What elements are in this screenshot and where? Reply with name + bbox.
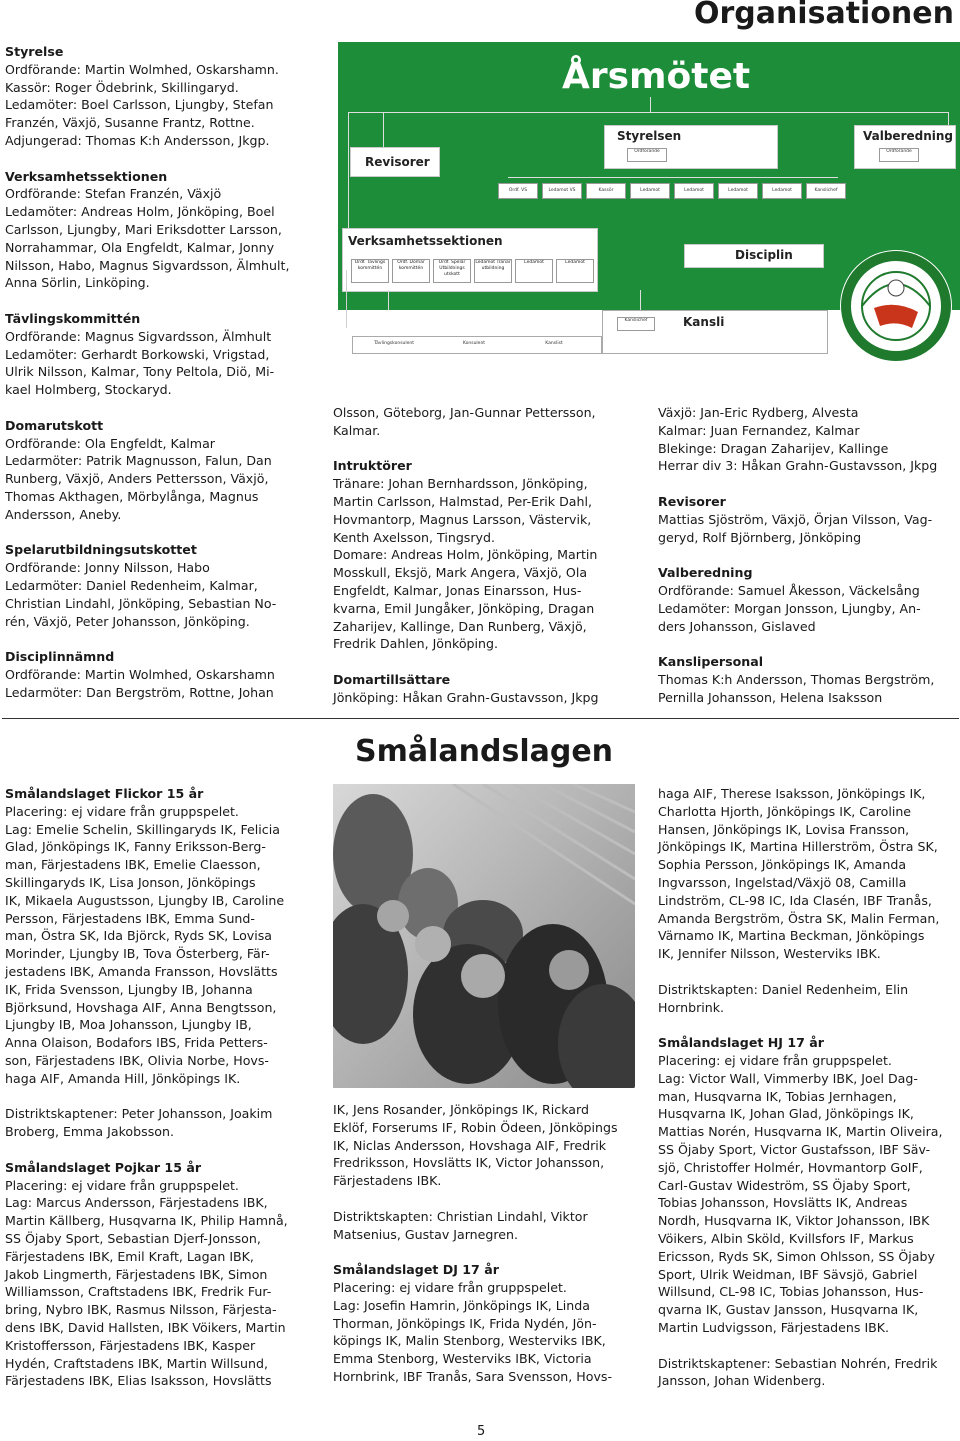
text-line: Ordförande: Martin Wolmhed, Oskarshamn. (5, 61, 279, 77)
text-line: Fredrik Dahlen, Jönköping. (333, 636, 498, 652)
col2-kapten (333, 1208, 653, 1244)
text-line: ders Johansson, Gislaved (658, 618, 816, 634)
text-line: Emma Stenborg, Westerviks IBK, Victoria (333, 1351, 592, 1367)
kansli-staff-item: Konsulent (439, 340, 509, 348)
text-line: Nordh, Husqvarna IK, Viktor Johansson, IBK (658, 1213, 930, 1229)
text-line: Placering: ej vidare från gruppspelet. (333, 1279, 567, 1295)
tavling-text (5, 328, 325, 399)
text-line: Ordförande: Stefan Franzén, Växjö (5, 186, 222, 202)
text-line: Ledamöter: Andreas Holm, Jönköping, Boel (5, 204, 275, 220)
org-chart (338, 42, 960, 310)
text-line: Hansen, Jönköpings IK, Lovisa Fransson, (658, 821, 910, 837)
dj17-text (333, 1279, 653, 1386)
text-line: Vöikers, Albin Sköld, Kvillsfors IF, Markus (658, 1230, 914, 1246)
text-line: Ericsson, Ryds SK, Simon Ohlsson, SS Öjaby (658, 1248, 935, 1264)
kanslipersonal-text (658, 671, 958, 707)
text-line: Thomas Akthagen, Mörbylånga, Magnus (5, 488, 259, 504)
text-line: Färjestadens IBK. (333, 1173, 442, 1189)
text-line: kvarna, Emil Jungåker, Jönköping, Dragan (333, 600, 595, 616)
text-line: Olsson, Göteborg, Jan-Gunnar Pettersson, (333, 405, 596, 420)
board-member-box: Ledamot (762, 183, 802, 199)
text-line: köpings IK, Malin Stenborg, Westerviks IBK, (333, 1333, 606, 1349)
text-line: Distriktskaptener: Peter Johansson, Joakim (5, 1106, 273, 1122)
text-line: Ledarmöter: Patrik Magnusson, Falun, Dan (5, 453, 272, 469)
text-line: Husqvarna IK, Johan Glad, Jönköpings IK, (658, 1106, 914, 1122)
section-title: Smålandslagen (355, 734, 614, 769)
disciplin-heading: Disciplinnämnd (5, 649, 115, 665)
kansli-staff-box (352, 336, 602, 354)
text-line: Pernilla Johansson, Helena Isaksson (658, 689, 883, 705)
text-line: Hydén, Craftstadens IBK, Martin Willsund, (5, 1355, 268, 1371)
text-line: Mosskull, Eksjö, Mark Angera, Växjö, Ola (333, 565, 588, 581)
text-line: Ingvarsson, Ingelstad/Växjö 08, Camilla (658, 874, 907, 890)
text-line: Lag: Marcus Andersson, Färjestadens IBK, (5, 1195, 268, 1211)
middle-column-top (333, 404, 653, 707)
mid-continued-text (333, 404, 653, 440)
text-line: SS Öjaby Sport, Victor Gustafsson, IBF Säv- (658, 1141, 931, 1157)
text-line: qvarna IK, Gustav Jansson, Husqvarna IK, (658, 1302, 919, 1318)
text-line: Ulrik Nilsson, Kalmar, Tony Peltola, Diö, Mi- (5, 364, 275, 380)
text-line: SS Öjaby Sport, Sebastian Djerf-Jonsson, (5, 1230, 261, 1246)
text-line: Franzén, Växjö, Susanne Frantz, Rottne. (5, 115, 255, 131)
valberedning-label: Valberedning (863, 129, 954, 143)
kansli-staff-item: Kanslist (519, 340, 589, 348)
text-line: jestadens IBK, Amanda Fransson, Hovslätts (5, 963, 278, 979)
verksamhet-subbox: Ordf. Spelar Utbildnings utskott (433, 259, 471, 283)
text-line: haga AIF, Therese Isaksson, Jönköpings IK, (658, 786, 926, 801)
team-photo (333, 784, 635, 1088)
text-line: Ordförande: Samuel Åkesson, Väckelsång (658, 582, 920, 598)
spelarutbildning-text (5, 559, 325, 630)
styrelsen-label: Styrelsen (617, 129, 682, 143)
verksamhet-subbox: Ledamot (515, 259, 553, 283)
board-member-box: Ordf. VS (498, 183, 538, 199)
valberedning-text (658, 582, 958, 635)
kansli-panel (338, 310, 828, 355)
text-line: Lag: Victor Wall, Vimmerby IBK, Joel Dag- (658, 1070, 918, 1086)
pojkar15-heading: Smålandslaget Pojkar 15 år (5, 1159, 202, 1175)
text-line: Ledamöter: Morgan Jonsson, Ljungby, An- (658, 600, 921, 616)
text-line: Placering: ej vidare från gruppspelet. (5, 1177, 239, 1193)
verksamhet-text (5, 185, 325, 292)
col3-continued-text (658, 785, 958, 963)
right-column-top (658, 404, 958, 707)
text-line: rén, Växjö, Peter Johansson, Jönköping. (5, 613, 250, 629)
text-line: Jönköping: Håkan Grahn-Gustavsson, Jkpg (333, 689, 599, 705)
text-line: Placering: ej vidare från gruppspelet. (5, 803, 239, 819)
text-line: Tränare: Johan Bernhardsson, Jönköping, (333, 476, 588, 492)
text-line: Ordförande: Ola Engfeldt, Kalmar (5, 435, 215, 451)
disciplin-box (684, 244, 824, 268)
text-line: son, Färjestadens IBK, Olivia Norbe, Hovs- (5, 1052, 269, 1068)
board-member-box: Ledamot (630, 183, 670, 199)
text-line: Lag: Emelie Schelin, Skillingaryds IK, Felicia (5, 821, 280, 837)
styrelse-text (5, 61, 325, 150)
text-line: Anna Olaison, Bodafors IBS, Frida Petters- (5, 1035, 268, 1051)
disciplin-label: Disciplin (735, 248, 793, 262)
text-line: Jansson, Johan Widenberg. (658, 1373, 826, 1389)
text-line: Morinder, Ljungby IB, Tova Österberg, Fär- (5, 946, 270, 962)
intruktorer-heading: Intruktörer (333, 458, 412, 474)
text-line: Willsund, CL-98 IC, Tobias Johansson, Hus- (658, 1284, 924, 1300)
text-line: man, Husqvarna IK, Tobias Jernhagen, (658, 1088, 897, 1104)
text-line: haga AIF, Amanda Hill, Jönköpings IK. (5, 1070, 241, 1086)
text-line: man, Östra SK, Ida Björck, Ryds SK, Lovisa (5, 928, 273, 944)
text-line: IK, Frida Svensson, Ljungby IB, Johanna (5, 981, 253, 997)
lower-column-1 (5, 785, 325, 1390)
text-line: Norrahammar, Ola Engfeldt, Kalmar, Jonny (5, 239, 275, 255)
text-line: Distriktskaptener: Sebastian Nohrén, Fredrik (658, 1355, 938, 1371)
text-line: Lindström, CL-98 IC, Ida Clasén, IBF Tranås, (658, 892, 932, 908)
text-line: Blekinge: Dragan Zaharijev, Kallinge (658, 440, 889, 456)
federation-seal-icon (834, 242, 958, 362)
text-line: Ledamöter: Boel Carlsson, Ljungby, Stefan (5, 97, 274, 113)
verksamhet-label: Verksamhetssektionen (348, 234, 503, 248)
kansli-label: Kansli (683, 315, 725, 329)
arsmotet-label: Årsmötet (562, 56, 751, 97)
kansli-box (602, 310, 828, 354)
domartillsattare-text (333, 689, 653, 707)
text-line: Mattias Norén, Husqvarna IK, Martin Oliveira, (658, 1124, 943, 1140)
board-member-box: Ledamot (718, 183, 758, 199)
text-line: Jönköpings IK, Martina Hillerström, Östra SK, (658, 839, 938, 855)
board-member-box: Kanslichef (806, 183, 846, 199)
tavling-heading: Tävlingskommittén (5, 310, 141, 326)
kanslipersonal-heading: Kanslipersonal (658, 654, 764, 670)
verksamhet-subbox: Ledamot Tränar utbildning (474, 259, 512, 283)
text-line: Fredriksson, Hovslätts IK, Victor Johansson, (333, 1155, 605, 1171)
intruktorer-text (333, 475, 653, 653)
verksamhet-subbox: Ordf. Domar kommittén (392, 259, 430, 283)
text-line: Hornbrink. (658, 999, 725, 1015)
lower-column-3 (658, 785, 958, 1390)
text-line: Thorman, Jönköpings IK, Frida Nydén, Jön- (333, 1315, 597, 1331)
text-line: Ordförande: Magnus Sigvardsson, Älmhult (5, 328, 272, 344)
hj17-text (658, 1052, 958, 1337)
hj17-heading: Smålandslaget HJ 17 år (658, 1035, 824, 1051)
dj17-heading: Smålandslaget DJ 17 år (333, 1262, 499, 1278)
text-line: Engfeldt, Kalmar, Jonas Einarsson, Hus- (333, 582, 582, 598)
page-number: 5 (477, 1424, 486, 1439)
text-line: Kristoffersson, Färjestadens IBK, Kasper (5, 1337, 256, 1353)
text-line: Martin Carlsson, Halmstad, Per-Erik Dahl, (333, 493, 592, 509)
text-line: Sport, Ulrik Weidman, IBF Sävsjö, Gabriel (658, 1266, 918, 1282)
kanslichef-box: Kanslichef (617, 317, 655, 331)
flickor15-heading: Smålandslaget Flickor 15 år (5, 786, 204, 801)
text-line: Ledamöter: Gerhardt Borkowski, Vrigstad, (5, 346, 270, 362)
text-line: dens IBK, David Hallsten, IBK Vöikers, Martin (5, 1319, 286, 1335)
text-line: Persson, Färjestadens IBK, Emma Sund- (5, 910, 255, 926)
text-line: Glad, Jönköpings IK, Fanny Eriksson-Berg- (5, 839, 266, 855)
text-line: man, Färjestadens IBK, Emelie Claesson, (5, 857, 261, 873)
domartillsattare-heading: Domartillsättare (333, 671, 451, 687)
text-line: Domare: Andreas Holm, Jönköping, Martin (333, 547, 598, 563)
text-line: IK, Mikaela Augustsson, Ljungby IB, Caroline (5, 892, 285, 908)
valberedning-box (854, 125, 956, 169)
spelarutbildning-heading: Spelarutbildningsutskottet (5, 542, 197, 558)
text-line: Anna Sörlin, Linköping. (5, 275, 150, 291)
text-line: Björksund, Hovshaga AIF, Anna Bengtsson, (5, 999, 277, 1015)
text-line: Ordförande: Jonny Nilsson, Habo (5, 560, 210, 576)
text-line: Charlotta Hjorth, Jönköpings IK, Caroline (658, 803, 912, 819)
text-line: bring, Nybro IBK, Rasmus Nilsson, Färjesta- (5, 1302, 277, 1318)
text-line: IK, Niclas Andersson, Hovshaga AIF, Fredrik (333, 1137, 607, 1153)
hj17-kaptener (658, 1355, 958, 1391)
domarutskott-text (5, 435, 325, 524)
text-line: Andersson, Aneby. (5, 506, 122, 522)
lower-column-2 (333, 1101, 653, 1386)
text-line: Matsenius, Gustav Jarnegren. (333, 1226, 519, 1242)
text-line: Värnamo IK, Martina Beckman, Jönköpings (658, 928, 925, 944)
text-line: Placering: ej vidare från gruppspelet. (658, 1052, 892, 1068)
right-continued-text (658, 404, 958, 475)
text-line: Sophia Persson, Jönköpings IK, Amanda (658, 857, 907, 873)
text-line: Kalmar: Juan Fernandez, Kalmar (658, 422, 860, 438)
verksamhet-subbox: Ledamot (556, 259, 594, 283)
text-line: Zaharijev, Kallinge, Dan Runberg, Växjö, (333, 618, 587, 634)
text-line: Jakob Lingmerth, Färjestadens IBK, Simon (5, 1266, 268, 1282)
text-line: Carl-Gustav Wideström, SS Öjaby Sport, (658, 1177, 911, 1193)
text-line: Williamsson, Craftstadens IBK, Fredrik Fur- (5, 1284, 272, 1300)
flickor15-text (5, 803, 325, 1088)
text-line: Tobias Johansson, Hovslätts IK, Andreas (658, 1195, 908, 1211)
disciplin-text (5, 666, 325, 702)
verksamhet-box (342, 228, 598, 292)
text-line: Ledarmöter: Dan Bergström, Rottne, Johan (5, 684, 274, 700)
text-line: Martin Ludvigsson, Färjestadens IBK. (658, 1319, 890, 1335)
valberedning-heading: Valberedning (658, 565, 753, 581)
text-line: Kalmar. (333, 422, 381, 438)
col2-continued-text (333, 1101, 653, 1190)
revisorer-text (658, 511, 958, 547)
text-line: Martin Källberg, Husqvarna IK, Philip Hamnå, (5, 1213, 288, 1229)
text-line: Amanda Bergström, Östra SK, Malin Ferman, (658, 910, 940, 926)
text-line: Nilsson, Habo, Magnus Sigvardsson, Älmhult, (5, 257, 290, 273)
kansli-staff-item: Tävlingskonsulent (359, 340, 429, 348)
text-line: Ledarmöter: Daniel Redenheim, Kalmar, (5, 577, 258, 593)
board-member-box: Ledamot (674, 183, 714, 199)
revisorer-box (350, 147, 440, 177)
text-line: Lag: Josefin Hamrin, Jönköpings IK, Linda (333, 1297, 590, 1313)
text-line: kael Holmberg, Stockaryd. (5, 382, 172, 398)
styrelsen-box (604, 125, 778, 169)
text-line: sjö, Christoffer Holmér, Hovmantorp GoIF, (658, 1159, 923, 1175)
seal-year: 1986 (883, 253, 909, 263)
domarutskott-heading: Domarutskott (5, 417, 104, 433)
text-line: Herrar div 3: Håkan Grahn-Gustavsson, Jkpg (658, 458, 938, 474)
text-line: Ordförande: Martin Wolmhed, Oskarshamn (5, 666, 275, 682)
revisorer-heading: Revisorer (658, 493, 726, 509)
text-line: Skillingaryds IK, Lisa Jonson, Jönköpings (5, 874, 256, 890)
text-line: Färjestadens IBK, Elias Isaksson, Hovslätts (5, 1373, 272, 1389)
text-line: Carlsson, Ljungby, Mari Eriksdotter Larsson, (5, 221, 282, 237)
styrelse-heading: Styrelse (5, 44, 64, 59)
section-divider (2, 718, 959, 719)
left-column-top (5, 43, 325, 701)
page-title: Organisationen (693, 0, 954, 31)
text-line: Kenth Axelsson, Tingsryd. (333, 529, 495, 545)
verksamhet-subbox: Ordf. Tävlings kommittén (351, 259, 389, 283)
text-line: Hornbrink, IBF Tranås, Sara Svensson, Hovs- (333, 1368, 613, 1384)
text-line: Runberg, Växjö, Anders Pettersson, Växjö, (5, 471, 269, 487)
text-line: Thomas K:h Andersson, Thomas Bergström, (658, 671, 935, 687)
text-line: Adjungerad: Thomas K:h Andersson, Jkgp. (5, 132, 270, 148)
text-line: Eklöf, Forserums IF, Robin Ödeen, Jönköpings (333, 1119, 618, 1135)
text-line: Kassör: Roger Ödebrink, Skillingaryd. (5, 79, 239, 95)
pojkar15-text (5, 1177, 325, 1391)
col3-kapten (658, 981, 958, 1017)
text-line: IK, Jennifer Nilsson, Westerviks IBK. (658, 946, 881, 962)
styrelsen-ordf: Ordförande (627, 148, 667, 162)
text-line: Distriktskapten: Daniel Redenheim, Elin (658, 981, 909, 997)
text-line: Broberg, Emma Jakobsson. (5, 1124, 174, 1140)
board-member-box: Ledamot VS (542, 183, 582, 199)
text-line: IK, Jens Rosander, Jönköpings IK, Rickard (333, 1102, 589, 1117)
text-line: Christian Lindahl, Jönköping, Sebastian No- (5, 595, 277, 611)
valberedning-ordf: Ordförande (879, 148, 919, 162)
verksamhet-heading: Verksamhetssektionen (5, 168, 168, 184)
revisorer-label: Revisorer (365, 155, 430, 169)
text-line: geryd, Rolf Björnberg, Jönköping (658, 529, 862, 545)
text-line: Färjestadens IBK, Emil Kraft, Lagan IBK, (5, 1248, 254, 1264)
flickor15-kaptener (5, 1105, 325, 1141)
board-member-box: Kassör (586, 183, 626, 199)
text-line: Hovmantorp, Magnus Larsson, Västervik, (333, 511, 592, 527)
text-line: Ljungby IB, Moa Johansson, Ljungby IB, (5, 1017, 252, 1033)
text-line: Mattias Sjöström, Växjö, Örjan Vilsson, Vag- (658, 511, 933, 527)
text-line: Distriktskapten: Christian Lindahl, Viktor (333, 1208, 588, 1224)
text-line: Växjö: Jan-Eric Rydberg, Alvesta (658, 405, 859, 420)
